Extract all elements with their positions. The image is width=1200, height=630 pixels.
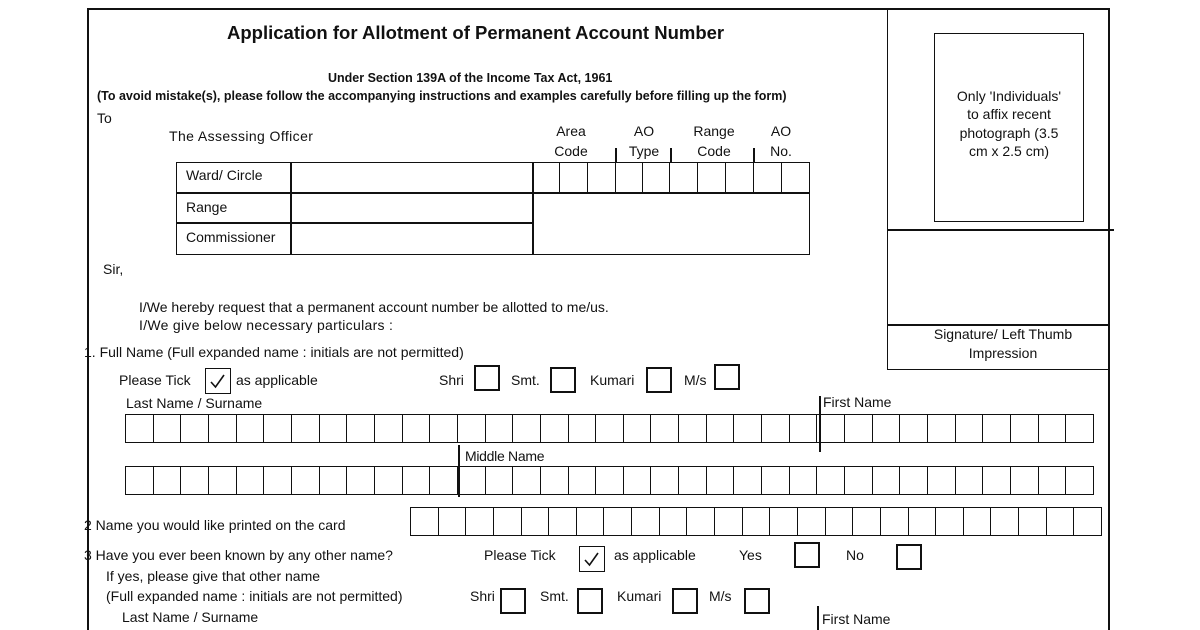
char-cell[interactable] (375, 467, 403, 494)
char-cell[interactable] (375, 415, 403, 442)
q1-as-applicable: as applicable (236, 372, 318, 388)
code-separator-tick (753, 148, 755, 162)
q3-yes-label: Yes (739, 547, 762, 563)
range-input[interactable] (292, 194, 531, 221)
char-cell[interactable] (991, 508, 1019, 535)
ward-circle-input[interactable] (292, 164, 531, 191)
commissioner-input[interactable] (292, 224, 531, 254)
q3-ms-label: M/s (709, 588, 732, 604)
char-cell[interactable] (881, 508, 909, 535)
char-cell[interactable] (320, 415, 348, 442)
form-instruction: (To avoid mistake(s), please follow the accompanying instructions and examples carefully before filling up the form) (97, 89, 787, 103)
char-cell[interactable] (624, 415, 652, 442)
q3-shri-label: Shri (470, 588, 495, 604)
q3-shri-checkbox[interactable] (500, 588, 526, 614)
q1-middle-name-label: Middle Name (465, 448, 545, 464)
q3-name-divider (817, 606, 819, 630)
char-cell[interactable] (209, 467, 237, 494)
char-cell[interactable] (1074, 508, 1102, 535)
checkmark-icon (580, 547, 603, 570)
q1-first-name-label: First Name (823, 394, 892, 410)
q1-shri-checkbox[interactable] (474, 365, 500, 391)
char-cell[interactable] (983, 467, 1011, 494)
ward-circle-label: Ward/ Circle (186, 167, 263, 183)
char-cell[interactable] (513, 415, 541, 442)
char-cell[interactable] (1047, 508, 1075, 535)
range-label: Range (186, 199, 228, 215)
q1-smt-label: Smt. (511, 372, 540, 388)
char-cell[interactable] (734, 415, 762, 442)
char-cell[interactable] (1011, 415, 1039, 442)
photo-text-2: to affix recent (967, 106, 1051, 122)
q1-name-cells-row2[interactable] (125, 466, 1094, 495)
char-cell[interactable] (790, 467, 818, 494)
to-label: To (97, 110, 112, 126)
char-cell[interactable] (264, 415, 292, 442)
q3-smt-label: Smt. (540, 588, 569, 604)
range-code-label-1: Range (693, 123, 735, 139)
char-cell[interactable] (983, 415, 1011, 442)
char-cell[interactable] (909, 508, 937, 535)
char-cell[interactable] (817, 415, 845, 442)
char-cell[interactable] (1066, 467, 1094, 494)
q3-kumari-checkbox[interactable] (672, 588, 698, 614)
char-cell[interactable] (660, 508, 688, 535)
char-cell[interactable] (347, 415, 375, 442)
char-cell[interactable] (1019, 508, 1047, 535)
char-cell[interactable] (347, 467, 375, 494)
q1-name-cells-row1[interactable] (125, 414, 1094, 443)
ao-type-label-2: Type (628, 143, 660, 159)
char-cell[interactable] (439, 508, 467, 535)
q3-label: 3 Have you ever been known by any other name? (84, 547, 393, 563)
char-cell[interactable] (320, 467, 348, 494)
particulars-text: I/We give below necessary particulars : (139, 317, 394, 333)
q3-smt-checkbox[interactable] (577, 588, 603, 614)
area-code-cell[interactable] (588, 163, 616, 192)
q3-last-name-label: Last Name / Surname (122, 609, 259, 625)
char-cell[interactable] (494, 508, 522, 535)
char-cell[interactable] (486, 415, 514, 442)
char-cell[interactable] (873, 415, 901, 442)
char-cell[interactable] (292, 467, 320, 494)
range-code-cell[interactable] (726, 163, 754, 192)
q1-kumari-checkbox[interactable] (646, 367, 672, 393)
commissioner-label: Commissioner (186, 229, 276, 245)
char-cell[interactable] (126, 467, 154, 494)
code-separator-tick (615, 148, 617, 162)
area-code-label-1: Area (556, 123, 586, 139)
form-section: Under Section 139A of the Income Tax Act, 1961 (328, 71, 613, 85)
char-cell[interactable] (569, 415, 597, 442)
q3-no-label: No (846, 547, 864, 563)
q1-kumari-label: Kumari (590, 372, 635, 388)
code-separator-tick (670, 148, 672, 162)
q3-full-expanded: (Full expanded name : initials are not permitted) (106, 588, 403, 604)
char-cell[interactable] (522, 508, 550, 535)
char-cell[interactable] (687, 508, 715, 535)
char-cell[interactable] (798, 508, 826, 535)
char-cell[interactable] (577, 508, 605, 535)
char-cell[interactable] (853, 508, 881, 535)
q1-label: 1. Full Name (Full expanded name : initials are not permitted) (84, 344, 464, 360)
q2-label: 2 Name you would like printed on the card (84, 517, 346, 533)
ao-no-cell[interactable] (782, 163, 810, 192)
char-cell[interactable] (181, 415, 209, 442)
q3-kumari-label: Kumari (617, 588, 662, 604)
ao-no-cell[interactable] (754, 163, 782, 192)
photo-text-3: photograph (3.5 (959, 125, 1059, 141)
char-cell[interactable] (1039, 467, 1067, 494)
char-cell[interactable] (237, 415, 265, 442)
request-text: I/We hereby request that a permanent account number be allotted to me/us. (139, 299, 609, 315)
char-cell[interactable] (403, 467, 431, 494)
signature-label-1: Signature/ Left Thumb (933, 326, 1073, 342)
char-cell[interactable] (569, 467, 597, 494)
char-cell[interactable] (873, 467, 901, 494)
char-cell[interactable] (936, 508, 964, 535)
photo-text-1: Only 'Individuals' (956, 88, 1062, 104)
ao-type-cell[interactable] (643, 163, 670, 192)
char-cell[interactable] (679, 415, 707, 442)
char-cell[interactable] (154, 467, 182, 494)
char-cell[interactable] (549, 508, 577, 535)
char-cell[interactable] (604, 508, 632, 535)
char-cell[interactable] (956, 415, 984, 442)
char-cell[interactable] (707, 415, 735, 442)
char-cell[interactable] (596, 415, 624, 442)
range-code-cell[interactable] (698, 163, 726, 192)
range-code-cell[interactable] (670, 163, 698, 192)
char-cell[interactable] (403, 415, 431, 442)
char-cell[interactable] (845, 467, 873, 494)
q1-ms-checkbox[interactable] (714, 364, 740, 390)
char-cell[interactable] (154, 415, 182, 442)
range-code-label-2: Code (697, 143, 731, 159)
q3-yes-checkbox[interactable] (794, 542, 820, 568)
char-cell[interactable] (679, 467, 707, 494)
char-cell[interactable] (411, 508, 439, 535)
checkmark-icon (206, 369, 229, 392)
char-cell[interactable] (632, 508, 660, 535)
char-cell[interactable] (770, 508, 798, 535)
ao-type-label-1: AO (633, 123, 655, 139)
ao-no-label-1: AO (770, 123, 792, 139)
area-code-cell[interactable] (560, 163, 588, 192)
char-cell[interactable] (762, 415, 790, 442)
q3-first-name-label: First Name (822, 611, 891, 627)
q3-ms-checkbox[interactable] (744, 588, 770, 614)
char-cell[interactable] (541, 467, 569, 494)
char-cell[interactable] (707, 467, 735, 494)
char-cell[interactable] (900, 467, 928, 494)
q1-last-name-label: Last Name / Surname (126, 395, 263, 411)
char-cell[interactable] (209, 415, 237, 442)
char-cell[interactable] (1066, 415, 1094, 442)
q1-smt-checkbox[interactable] (550, 367, 576, 393)
q2-card-name-cells[interactable] (410, 507, 1102, 536)
char-cell[interactable] (126, 415, 154, 442)
form-left-border (87, 8, 89, 630)
char-cell[interactable] (651, 467, 679, 494)
photo-text-4: cm x 2.5 cm) (968, 143, 1050, 159)
char-cell[interactable] (292, 415, 320, 442)
area-code-cell[interactable] (532, 163, 560, 192)
char-cell[interactable] (181, 467, 209, 494)
q3-example-tick-box (579, 546, 605, 572)
q1-shri-label: Shri (439, 372, 464, 388)
char-cell[interactable] (900, 415, 928, 442)
char-cell[interactable] (743, 508, 771, 535)
q3-if-yes: If yes, please give that other name (106, 568, 321, 584)
salutation: Sir, (103, 261, 124, 277)
ao-no-label-2: No. (770, 143, 792, 159)
q3-as-applicable: as applicable (614, 547, 696, 563)
q1-example-tick-box (205, 368, 231, 394)
q1-please-tick: Please Tick (119, 372, 191, 388)
char-cell[interactable] (845, 415, 873, 442)
char-cell[interactable] (458, 467, 486, 494)
char-cell[interactable] (762, 467, 790, 494)
char-cell[interactable] (817, 467, 845, 494)
ao-type-cell[interactable] (616, 163, 643, 192)
char-cell[interactable] (651, 415, 679, 442)
char-cell[interactable] (790, 415, 818, 442)
char-cell[interactable] (964, 508, 992, 535)
char-cell[interactable] (541, 415, 569, 442)
char-cell[interactable] (486, 467, 514, 494)
char-cell[interactable] (826, 508, 854, 535)
area-code-label-2: Code (554, 143, 588, 159)
char-cell[interactable] (624, 467, 652, 494)
char-cell[interactable] (237, 467, 265, 494)
char-cell[interactable] (956, 467, 984, 494)
char-cell[interactable] (734, 467, 762, 494)
char-cell[interactable] (928, 415, 956, 442)
q3-no-checkbox[interactable] (896, 544, 922, 570)
assessing-officer-label: The Assessing Officer (169, 128, 314, 144)
char-cell[interactable] (458, 415, 486, 442)
q3-please-tick: Please Tick (484, 547, 556, 563)
ao-code-cells[interactable] (532, 162, 810, 193)
photo-panel-divider (887, 229, 1114, 231)
char-cell[interactable] (513, 467, 541, 494)
form-title: Application for Allotment of Permanent Account Number (227, 22, 725, 43)
q1-ms-label: M/s (684, 372, 707, 388)
char-cell[interactable] (264, 467, 292, 494)
char-cell[interactable] (430, 467, 458, 494)
char-cell[interactable] (715, 508, 743, 535)
char-cell[interactable] (928, 467, 956, 494)
char-cell[interactable] (1011, 467, 1039, 494)
char-cell[interactable] (466, 508, 494, 535)
signature-label-2: Impression (968, 345, 1038, 361)
char-cell[interactable] (596, 467, 624, 494)
char-cell[interactable] (430, 415, 458, 442)
char-cell[interactable] (1039, 415, 1067, 442)
